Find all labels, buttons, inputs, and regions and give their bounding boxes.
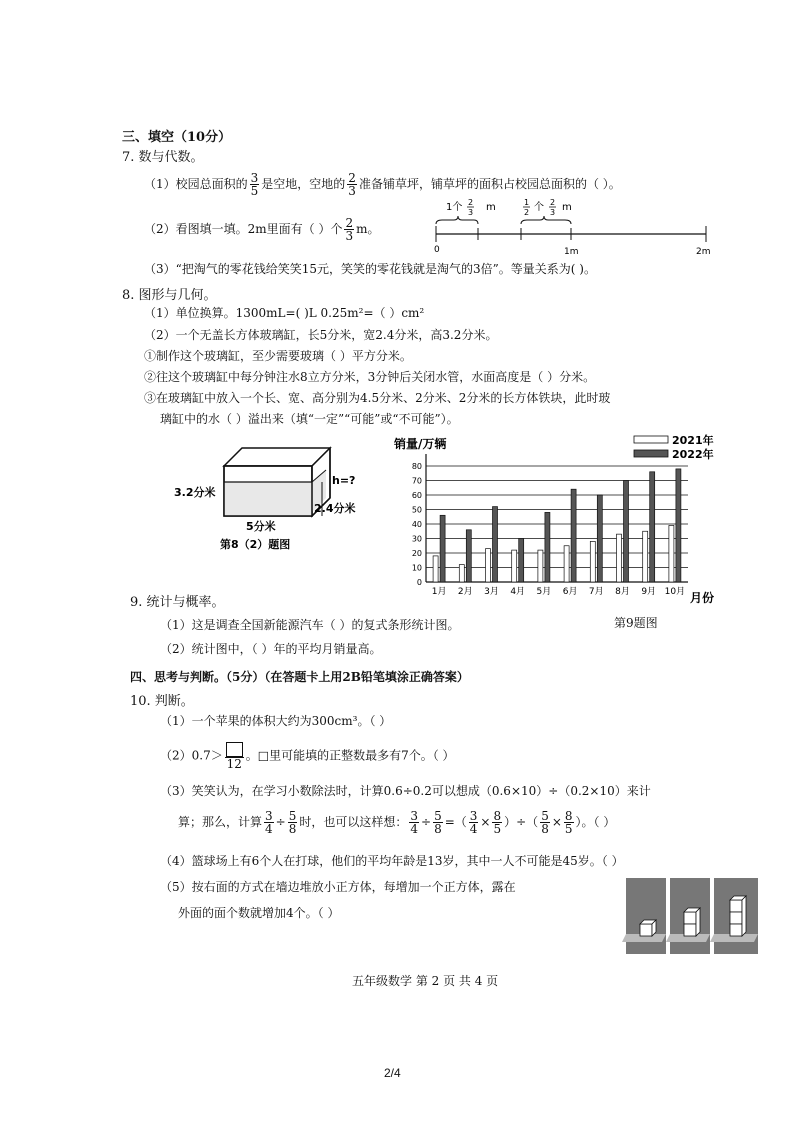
label-ge: 个 <box>534 202 544 213</box>
label-unit-m-2: m <box>562 202 572 213</box>
tick-0: 0 <box>434 245 440 255</box>
q8-2: （2）一个无盖长方体玻璃缸，长5分米，宽2.4分米，高3.2分米。 <box>144 328 498 342</box>
label-frac-3: 3 <box>468 208 474 217</box>
chart-xlabel: 月份 <box>690 591 715 605</box>
number-line-figure <box>428 196 718 258</box>
x-tick-label: 7月 <box>588 587 604 597</box>
bar-2022年-6月 <box>571 489 576 582</box>
q7-title: 7. 数与代数。 <box>122 150 204 165</box>
fraction-2-3: $\frac{2}{3}$ <box>348 171 356 198</box>
q7-2 <box>144 217 380 242</box>
x-tick-label: 3月 <box>484 587 499 597</box>
q9-caption: 第9题图 <box>614 616 658 630</box>
fraction-3-5: $\frac{3}{5}$ <box>250 171 259 198</box>
x-tick-label: 6月 <box>562 587 578 597</box>
q10-1: （1）一个苹果的体积大约为300cm³。（ ） <box>160 714 392 728</box>
bar-2022年-4月 <box>519 539 524 583</box>
x-tick-label: 5月 <box>536 587 552 597</box>
bar-2022年-2月 <box>466 530 471 582</box>
label-1-ge: 1个 <box>446 202 463 213</box>
bar-2021年-3月 <box>486 549 491 582</box>
q10-2-text-a: （2）0.7＞ <box>160 748 223 763</box>
legend-label: 2022年 <box>672 448 714 461</box>
x-tick-label: 9月 <box>641 587 657 597</box>
x-tick-label: 8月 <box>615 587 630 597</box>
q8-2-3a: ③在玻璃缸中放入一个长、宽、高分别为4.5分米、2分米、2分米的长方体铁块，此时玻 <box>144 391 611 405</box>
x-tick-label: 1月 <box>431 587 447 597</box>
bar-2021年-10月 <box>669 525 674 582</box>
label-frac-1: 1 <box>524 198 530 207</box>
x-tick-label: 4月 <box>510 587 526 597</box>
q10-5a: （5）按右面的方式在墙边堆放小正方体，每增加一个正方体，露在 <box>160 880 516 894</box>
y-tick-label: 40 <box>411 520 422 529</box>
legend-label: 2021年 <box>672 434 714 447</box>
blank-box <box>226 742 243 757</box>
q8-2-3b: 璃缸中的水（ ）溢出来（填“一定”“可能”或“不可能”）。 <box>160 412 459 426</box>
tick-1m: 1m <box>564 247 579 257</box>
box-height-label: 3.2分米 <box>174 486 216 499</box>
bar-chart <box>384 432 724 612</box>
q8-1: （1）单位换算。1300mL=( )L 0.25m²=（ ）cm² <box>144 306 425 320</box>
q7-3: （3）“把淘气的零花钱给笑笑15元，笑笑的零花钱就是淘气的3倍”。等量关系为( )。 <box>144 262 596 276</box>
page-counter: 2/4 <box>384 1066 401 1080</box>
bar-2021年-8月 <box>617 534 622 582</box>
tick-2m: 2m <box>696 247 711 257</box>
fraction-box-12: 12 <box>225 742 244 770</box>
q10-2-text-b: 。□里可能填的正整数最多有7个。（ ） <box>245 748 455 763</box>
q7-2-text-b: m。 <box>356 222 380 236</box>
q10-title: 10. 判断。 <box>130 694 194 709</box>
q9-title: 9. 统计与概率。 <box>130 595 225 610</box>
q8-title: 8. 图形与几何。 <box>122 288 217 303</box>
label-frac-2b: 2 <box>524 208 530 217</box>
y-tick-label: 80 <box>411 462 422 471</box>
bar-2021年-6月 <box>564 546 569 582</box>
label-frac-2: 2 <box>468 198 474 207</box>
label-frac-3c: 3 <box>550 208 556 217</box>
bar-2022年-3月 <box>493 507 498 582</box>
x-tick-label: 10月 <box>664 587 686 597</box>
box-length-label: 5分米 <box>246 520 276 533</box>
fraction-2-3-b: $\frac{2}{3}$ <box>345 216 354 243</box>
bar-2021年-5月 <box>538 550 543 582</box>
box-width-label: 2.4分米 <box>314 502 356 515</box>
q10-3a: （3）笑笑认为，在学习小数除法时，计算0.6÷0.2可以想成（0.6×10）÷（0.2×10）来计 <box>160 784 651 798</box>
bar-2021年-9月 <box>643 531 648 582</box>
label-unit-m: m <box>486 202 496 213</box>
q7-1-text-c: 准备铺草坪，铺草坪的面积占校园总面积的（ ）。 <box>358 177 621 191</box>
q7-2-text-a: （2）看图填一填。2m里面有（ ）个 <box>144 222 343 236</box>
box-h-label: h=? <box>332 474 356 487</box>
y-tick-label: 0 <box>416 578 422 587</box>
box-figure <box>166 436 366 552</box>
q8-2-1: ①制作这个玻璃缸，至少需要玻璃（ ）平方分米。 <box>144 349 412 363</box>
section4-heading: 四、思考与判断。（5分）（在答题卡上用2B铅笔填涂正确答案） <box>130 670 469 684</box>
q10-2 <box>160 742 455 770</box>
y-tick-label: 70 <box>411 476 422 486</box>
bar-2022年-5月 <box>545 512 550 582</box>
stacked-cubes-illustration <box>622 876 758 956</box>
page-footer: 五年级数学 第 2 页 共 4 页 <box>352 974 499 988</box>
box-caption: 第8（2）题图 <box>220 538 291 551</box>
label-frac-2c: 2 <box>550 198 556 207</box>
section3-heading: 三、填空（10分） <box>122 130 232 145</box>
q10-3b: 算；那么，计算 $\frac{3}{4}$ ÷ $\frac{5}{8}$ 时，也可以这样想： $\frac{3}{4}$ ÷ $\frac{5}{8}$ =（ $\frac{3}{4}$ × $\frac{8}{5}$ ）÷（ $\frac{5}{8}$ × $\frac{8}{5}$ ）。（ ） <box>178 809 616 836</box>
legend-swatch <box>634 436 668 443</box>
q9-1: （1）这是调查全国新能源汽车（ ）的复式条形统计图。 <box>160 618 460 632</box>
y-tick-label: 50 <box>411 505 422 515</box>
q7-1 <box>144 172 621 197</box>
y-tick-label: 10 <box>411 563 422 573</box>
bar-2021年-1月 <box>433 556 438 582</box>
bar-2022年-1月 <box>440 515 445 582</box>
legend-swatch <box>634 450 668 457</box>
bar-2022年-10月 <box>676 469 681 582</box>
q8-2-2: ②往这个玻璃缸中每分钟注水8立方分米，3分钟后关闭水管，水面高度是（ ）分米。 <box>144 370 596 384</box>
bar-2022年-9月 <box>650 472 655 582</box>
y-tick-label: 20 <box>411 549 422 558</box>
bar-2021年-7月 <box>590 541 595 582</box>
bar-2021年-4月 <box>512 550 517 582</box>
q10-4: （4）篮球场上有6个人在打球，他们的平均年龄是13岁，其中一人不可能是45岁。（ ） <box>160 854 624 868</box>
bar-2022年-7月 <box>597 495 602 582</box>
x-tick-label: 2月 <box>457 587 473 597</box>
bar-2022年-8月 <box>624 481 629 583</box>
chart-ylabel: 销量/万辆 <box>394 437 447 451</box>
q10-5b: 外面的面个数就增加4个。（ ） <box>178 906 340 920</box>
q7-1-text-b: 是空地，空地的 <box>261 177 346 191</box>
q7-1-text-a: （1）校园总面积的 <box>144 177 248 191</box>
y-tick-label: 30 <box>411 534 422 544</box>
y-tick-label: 60 <box>411 491 422 500</box>
q9-2: （2）统计图中，（ ）年的平均月销量高。 <box>160 642 382 656</box>
bar-2021年-2月 <box>459 565 464 582</box>
